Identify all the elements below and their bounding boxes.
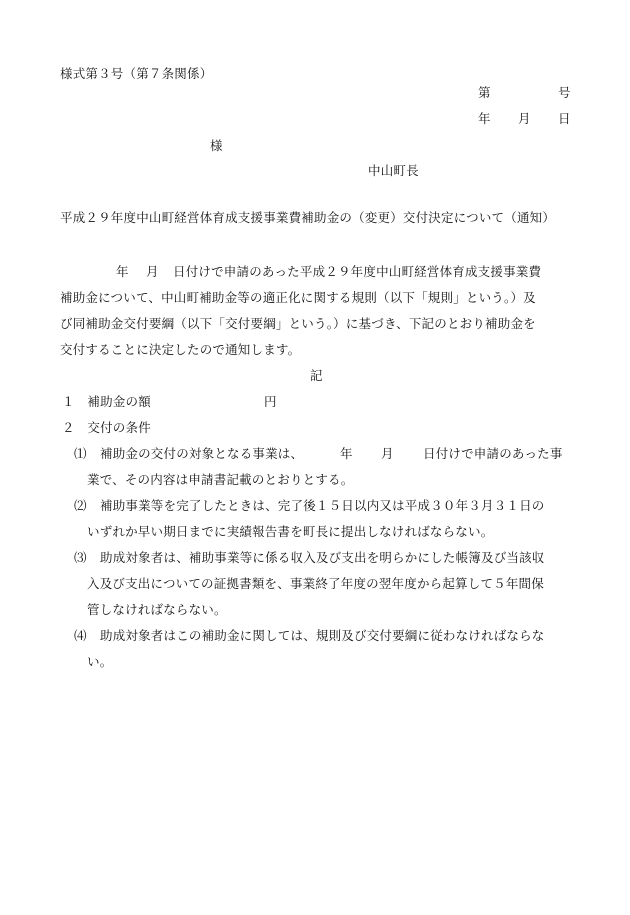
condition-4-line1: 助成対象者はこの補助金に関しては、規則及び交付要綱に従わなければならな [100, 628, 545, 643]
item2-label: ２ 交付の条件 [62, 420, 151, 435]
condition-3-line2: 入及び支出についての証拠書類を、事業終了年度の翌年度から起算して５年間保 [87, 576, 544, 591]
document-number-prefix: 第 [478, 85, 491, 100]
form-label: 様式第３号（第７条関係） [60, 66, 213, 81]
ki-heading: 記 [310, 368, 323, 383]
condition-2-line2: いずれか早い期日までに実績報告書を町長に提出しなければならない。 [87, 524, 494, 539]
condition-4-line2: い。 [87, 654, 113, 669]
body-line3: び同補助金交付要綱（以下「交付要綱」という。）に基づき、下記のとおり補助金を [60, 316, 536, 331]
condition-1-year: 年 [340, 446, 353, 461]
condition-3-line3: 管しなければならない。 [87, 602, 227, 617]
condition-2-line1: 補助事業等を完了したときは、完了後１５日以内又は平成３０年３月３１日の [100, 498, 545, 513]
body-line1-month: 月 [146, 264, 159, 279]
condition-1-line1b: 日付けで申請のあった事 [423, 446, 563, 461]
date-year: 年 [478, 111, 491, 126]
date-day: 日 [558, 111, 571, 126]
date-month: 月 [518, 111, 531, 126]
condition-3-number: ⑶ [74, 550, 87, 565]
body-line1-year: 年 [116, 264, 129, 279]
addressee-suffix: 様 [210, 138, 223, 153]
condition-1-line2: 業で、その内容は申請書記載のとおりとする。 [87, 472, 354, 487]
condition-1-month: 月 [381, 446, 394, 461]
condition-1-line1a: 補助金の交付の対象となる事業は、 [100, 446, 304, 461]
document-number-suffix: 号 [558, 85, 571, 100]
issuer: 中山町長 [368, 163, 419, 178]
document-title: 平成２９年度中山町経営体育成支援事業費補助金の（変更）交付決定について（通知） [60, 210, 556, 225]
condition-4-number: ⑷ [74, 628, 87, 643]
item1-label: １ 補助金の額 [62, 394, 151, 409]
body-line1-rest: 日付けで申請のあった平成２９年度中山町経営体育成支援事業費 [173, 264, 542, 279]
body-line2: 補助金について、中山町補助金等の適正化に関する規則（以下「規則」という。）及 [60, 290, 536, 305]
condition-1-number: ⑴ [74, 446, 87, 461]
condition-3-line1: 助成対象者は、補助事業等に係る収入及び支出を明らかにした帳簿及び当該収 [100, 550, 545, 565]
item1-unit: 円 [264, 394, 277, 409]
condition-2-number: ⑵ [74, 498, 87, 513]
body-line4: 交付することに決定したので通知します。 [60, 342, 301, 357]
